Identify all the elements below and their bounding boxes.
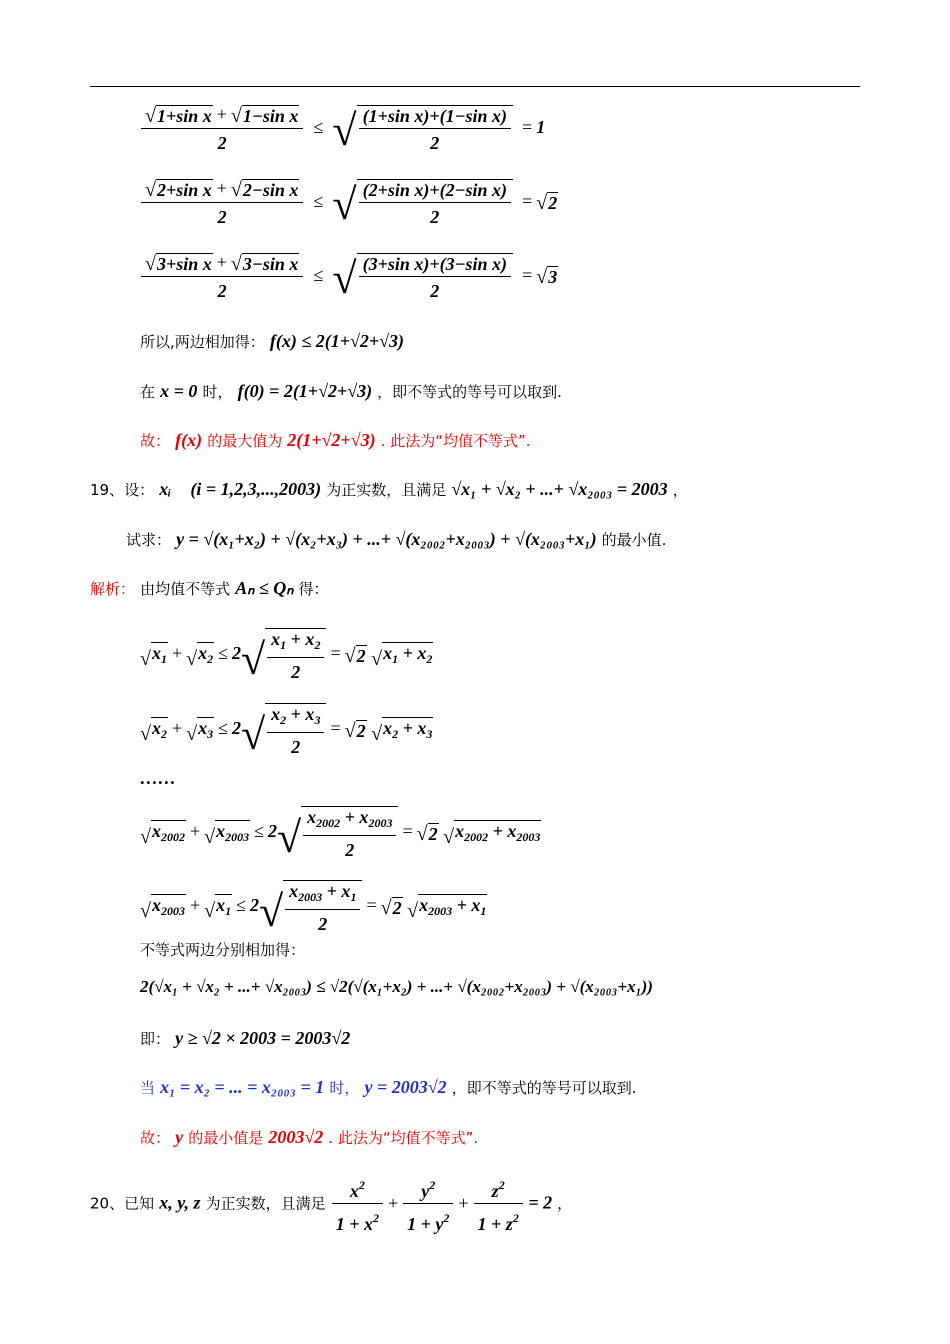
- denominator: 2: [141, 276, 303, 301]
- question-20: 20、已知 x, y, z 为正实数，且满足 $\frac{x^2}{1 + x^2}$ + $\frac{y^2}{1 + y^2}$ + $\frac{z^2}{1 + z^2}$ = 2 ，: [90, 1178, 573, 1234]
- q20-variables: x, y, z: [159, 1192, 201, 1213]
- sum-expression: f(x) ≤ 2(1+√2+√3): [269, 331, 404, 351]
- sqrt-term: 3−sin x: [242, 254, 299, 275]
- when-mid: 时，: [329, 1079, 360, 1097]
- equality-statement: [140, 381, 562, 402]
- numerator: (1+sin x)+(1−sin x): [362, 105, 508, 126]
- result: 1: [536, 117, 546, 138]
- question-number: 20、已知: [90, 1194, 155, 1213]
- q19-condition: √x₁ + √x₂ + ...+ √x₂₀₀₃ = 2003: [451, 479, 668, 499]
- ie-label: 即：: [140, 1030, 171, 1048]
- eq-expression: f(0) = 2(1+√2+√3): [237, 381, 373, 401]
- eq-x: x = 0: [160, 381, 198, 401]
- denominator: 2: [359, 128, 511, 153]
- conclusion-method: . 此法为“均值不等式”.: [380, 432, 531, 450]
- conclusion-fx: f(x): [175, 430, 203, 450]
- pair-inequality-2: √ $x_2$ + √ $x_3$ ≤ 2 √ $\frac{x_2 + x_3}{2}$ = √ 2 √ $x_2 + x_3$: [140, 704, 433, 759]
- numerator: (3+sin x)+(3−sin x): [362, 253, 508, 274]
- conclusion-text: 的最小值是: [188, 1129, 264, 1147]
- pair-inequality-1: √ $x_1$ + √ $x_2$ ≤ 2 √ $\frac{x_1 + x_2}{2}$ = √ 2 √ $x_1 + x_2$: [140, 629, 433, 684]
- numerator: (2+sin x)+(2−sin x): [362, 179, 508, 200]
- solution-label: 解析：: [90, 580, 136, 598]
- ellipsis: [140, 768, 176, 788]
- solution-intro: [90, 578, 329, 599]
- sum-inequality: [140, 977, 653, 997]
- solution-text-end: 得：: [298, 580, 329, 598]
- q19-y-expression: y = √(x₁+x₂) + √(x₂+x₃) + ...+ √(x₂₀₀₂+x₂₀₀₃) + √(x₂₀₀₃+x₁): [176, 529, 597, 549]
- conclusion-value: 2003√2: [268, 1127, 324, 1147]
- when-label: 当: [140, 1079, 156, 1097]
- sum-statement: [140, 331, 404, 352]
- when-condition: x₁ = x₂ = ... = x₂₀₀₃ = 1: [160, 1077, 325, 1097]
- sqrt-term: 2−sin x: [242, 180, 299, 201]
- conclusion-method: . 此法为“均值不等式”.: [328, 1129, 479, 1147]
- sum-prefix: 所以,两边相加得：: [140, 333, 265, 351]
- conclusion-label: 故：: [140, 432, 171, 450]
- denominator: 2: [359, 276, 511, 301]
- q19-comma: ，: [672, 481, 688, 499]
- conclusion-y: y: [175, 1127, 184, 1147]
- pair-inequality-3: √ $x_{2002}$ + √ $x_{2003}$ ≤ 2 √ $\frac{x_{2002} + x_{2003}}{2}$ = √ 2 √ $x_{2002} + x_{2003}$: [140, 807, 541, 862]
- q19-text: 为正实数，且满足: [326, 481, 447, 499]
- result: 2: [548, 193, 558, 214]
- eq-prefix: 在: [140, 383, 156, 401]
- q20-equals: = 2: [528, 1192, 553, 1213]
- conclusion-text: 的最大值为: [207, 432, 283, 450]
- denominator: 2: [359, 202, 511, 227]
- sum-inequality-expression: 2(√x₁ + √x₂ + ...+ √x₂₀₀₃) ≤ √2(√(x₁+x₂) + ...+ √(x₂₀₀₂+x₂₀₀₃) + √(x₂₀₀₃+x₁)): [140, 977, 653, 996]
- inequality-line-2: √ 2+sin x + √ 2−sin x 2 ≤ √ $\frac{\text{(2+sin x)+(2−sin x)}}{2}$ = √ 2: [140, 178, 558, 227]
- conclusion-18: [140, 430, 531, 451]
- q19-min-text: 的最小值.: [601, 531, 667, 549]
- therefore-line: [140, 1028, 350, 1049]
- question-19-ask: [126, 529, 666, 550]
- sqrt-term: 3+sin x: [156, 254, 212, 275]
- sqrt-term: 1−sin x: [242, 106, 299, 127]
- equality-condition: [140, 1077, 637, 1098]
- inequality-line-3: √ 3+sin x + √ 3−sin x 2 ≤ √ $\frac{\text{(3+sin x)+(3−sin x)}}{2}$ = √ 3: [140, 252, 558, 301]
- q20-comma: ，: [557, 1194, 573, 1213]
- sqrt-term: 2+sin x: [156, 180, 212, 201]
- add-both-sides: [140, 940, 305, 960]
- eq-mid: 时，: [202, 383, 233, 401]
- eq-suffix: ，即不等式的等号可以取到.: [377, 383, 562, 401]
- denominator: 2: [141, 128, 303, 153]
- result: 3: [548, 267, 558, 288]
- when-y-value: y = 2003√2: [364, 1077, 447, 1097]
- q20-text: 为正实数，且满足: [205, 1194, 326, 1213]
- ellipsis-text: ……: [140, 768, 176, 788]
- question-number: 19、设：: [90, 481, 155, 499]
- sqrt-term: 1+sin x: [156, 106, 212, 127]
- when-suffix: ，即不等式的等号可以取到.: [451, 1079, 637, 1097]
- q19-ask-label: 试求：: [126, 531, 172, 549]
- solution-text: 由均值不等式: [140, 580, 231, 598]
- mean-inequality: Aₙ ≤ Qₙ: [235, 578, 294, 598]
- add-both-text: 不等式两边分别相加得：: [140, 941, 306, 959]
- denominator: 2: [141, 202, 303, 227]
- q19-variable: xᵢ: [159, 479, 172, 499]
- ie-expression: y ≥ √2 × 2003 = 2003√2: [175, 1028, 351, 1048]
- header-rule: [90, 86, 860, 87]
- question-19: [90, 479, 688, 500]
- pair-inequality-4: √ $x_{2003}$ + √ $x_1$ ≤ 2 √ $\frac{x_{2003} + x_1}{2}$ = √ 2 √ $x_{2003} + x_1$: [140, 881, 487, 936]
- conclusion-value: 2(1+√2+√3): [287, 430, 376, 450]
- conclusion-19: [140, 1127, 478, 1148]
- q19-range: (i = 1,2,3,...,2003): [190, 479, 322, 499]
- conclusion-label: 故：: [140, 1129, 171, 1147]
- inequality-line-1: √ 1+sin x + √ 1−sin x 2 ≤ √ $\frac{\text{(1+sin x)+(1−sin x)}}{2}$ = 1: [140, 104, 545, 153]
